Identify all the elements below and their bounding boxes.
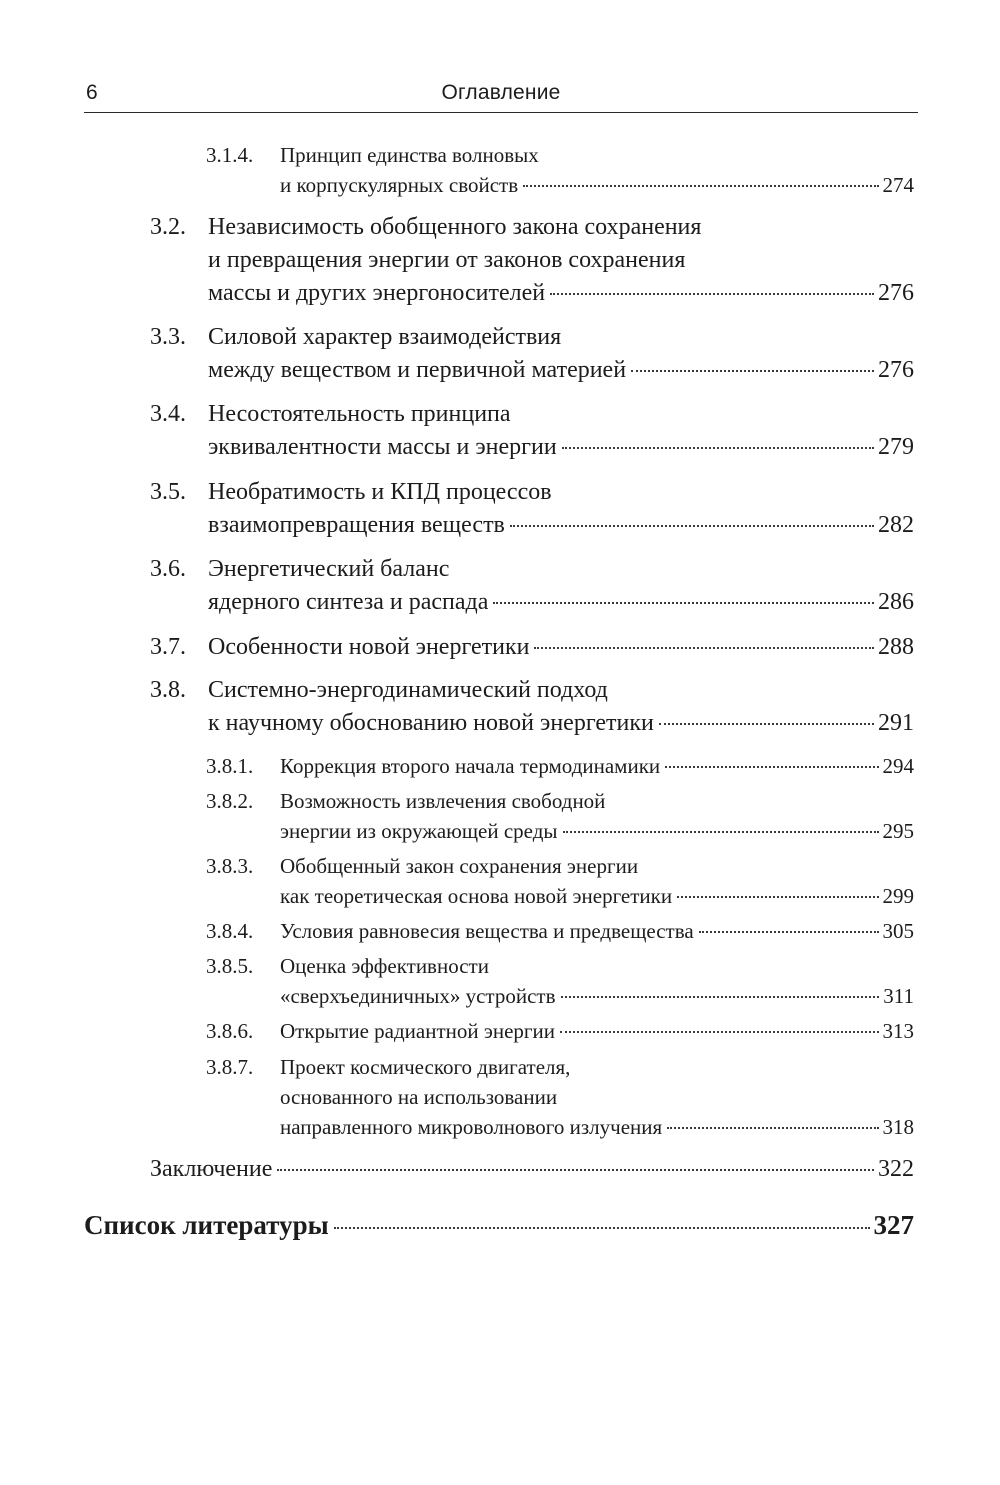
toc-entry-number: 3.8.4. <box>206 919 254 943</box>
dot-leader <box>659 723 874 725</box>
dot-leader <box>677 896 878 898</box>
toc-entry-number: 3.6. <box>150 556 186 582</box>
dot-leader <box>277 1169 874 1171</box>
dot-leader <box>510 525 874 527</box>
toc-entry-3-6[interactable] <box>150 553 914 619</box>
toc-entry-page: 313 <box>882 1019 914 1043</box>
toc-entry-title-line: массы и других энергоносителей <box>208 280 546 306</box>
toc-entry-3-8-7[interactable] <box>206 1052 914 1142</box>
toc-entry-number: 3.8.3. <box>206 854 254 878</box>
toc-entry-page: 282 <box>878 512 914 538</box>
dot-leader <box>631 370 874 372</box>
dot-leader <box>562 447 874 449</box>
toc-entry-page: 279 <box>878 434 914 460</box>
toc-entry-number: 3.8.2. <box>206 789 254 813</box>
toc-entry-page: 288 <box>878 634 914 660</box>
toc-entry-title-line: Необратимость и КПД процессов <box>208 479 552 505</box>
toc-entry-page: 299 <box>882 884 914 908</box>
toc-entry-page: 291 <box>878 710 914 736</box>
dot-leader <box>334 1227 870 1229</box>
toc-entry-number: 3.8.1. <box>206 754 254 778</box>
toc-entry-3-8[interactable] <box>150 674 914 740</box>
toc-entry-title-line: Несостоятельность принципа <box>208 401 511 427</box>
toc-entry-title-line: Список литературы <box>84 1210 329 1240</box>
toc-entry-title-line: Заключение <box>150 1156 273 1182</box>
toc-entry-bibliography[interactable] <box>84 1207 914 1243</box>
toc-entry-number: 3.1.4. <box>206 143 254 167</box>
toc-entry-number: 3.8. <box>150 677 186 703</box>
toc-entry-3-8-6[interactable] <box>206 1016 914 1046</box>
toc-entry-3-8-5[interactable] <box>206 951 914 1011</box>
toc-entry-title-line: Особенности новой энергетики <box>208 634 530 660</box>
toc-entry-page: 322 <box>878 1156 914 1182</box>
toc-entry-3-7[interactable] <box>150 631 914 664</box>
dot-leader <box>493 602 874 604</box>
toc-entry-title-line: Оценка эффективности <box>280 954 489 978</box>
toc-entry-page: 327 <box>873 1210 914 1240</box>
dot-leader <box>563 831 879 833</box>
dot-leader <box>561 996 880 998</box>
toc-entry-number: 3.8.5. <box>206 954 254 978</box>
page-number: 6 <box>86 81 98 104</box>
toc-entry-3-8-4[interactable] <box>206 916 914 946</box>
toc-entry-page: 274 <box>882 173 914 197</box>
toc-entry-title-line: Системно-энергодинамический подход <box>208 677 608 703</box>
toc-entry-page: 318 <box>882 1115 914 1139</box>
toc-entry-number: 3.2. <box>150 214 186 240</box>
dot-leader <box>699 931 879 933</box>
toc-entry-title-line: и превращения энергии от законов сохранения <box>208 247 686 273</box>
toc-entry-title-line: ядерного синтеза и распада <box>208 589 489 615</box>
toc-entry-page: 286 <box>878 589 914 615</box>
toc-entry-number: 3.8.6. <box>206 1019 254 1043</box>
toc-entry-title-line: энергии из окружающей среды <box>280 819 558 843</box>
toc-entry-number: 3.5. <box>150 479 186 505</box>
toc-entry-3-5[interactable] <box>150 476 914 542</box>
dot-leader <box>560 1031 878 1033</box>
toc-entry-title-line: Открытие радиантной энергии <box>280 1019 556 1043</box>
dot-leader <box>550 293 874 295</box>
toc-entry-title-line: направленного микроволнового излучения <box>280 1115 663 1139</box>
dot-leader <box>665 766 878 768</box>
toc-entry-page: 295 <box>882 819 914 843</box>
toc-entry-title-line: эквивалентности массы и энергии <box>208 434 557 460</box>
toc-entry-page: 276 <box>878 280 914 306</box>
toc-entry-title-line: между веществом и первичной материей <box>208 357 627 383</box>
toc-entry-title-line: «сверхъединичных» устройств <box>280 984 556 1008</box>
toc-entry-number: 3.8.7. <box>206 1055 254 1079</box>
toc-entry-title-line: как теоретическая основа новой энергетики <box>280 884 673 908</box>
page-header <box>84 78 918 113</box>
toc-entry-3-8-3[interactable] <box>206 851 914 911</box>
toc-entry-3-4[interactable] <box>150 398 914 464</box>
toc-entry-title-line: к научному обоснованию новой энергетики <box>208 710 654 736</box>
toc-entry-3-8-1[interactable] <box>206 751 914 781</box>
toc-entry-title-line: Силовой характер взаимодействия <box>208 324 562 350</box>
toc-entry-page: 311 <box>883 984 914 1008</box>
toc-entry-conclusion[interactable] <box>150 1153 914 1186</box>
toc-entry-page: 276 <box>878 357 914 383</box>
toc-entry-title-line: Возможность извлечения свободной <box>280 789 606 813</box>
toc-entry-3-1-4[interactable] <box>206 140 914 200</box>
toc-entry-number: 3.3. <box>150 324 186 350</box>
dot-leader <box>523 185 878 187</box>
toc-entry-number: 3.7. <box>150 634 186 660</box>
toc-entry-title-line: Независимость обобщенного закона сохранения <box>208 214 702 240</box>
toc-entry-title-line: Проект космического двигателя, <box>280 1055 571 1079</box>
toc-entry-title-line: Энергетический баланс <box>208 556 450 582</box>
toc-entry-3-8-2[interactable] <box>206 786 914 846</box>
toc-entry-title-line: взаимопревращения веществ <box>208 512 505 538</box>
toc-entry-3-2[interactable] <box>150 211 914 310</box>
toc-entry-3-3[interactable] <box>150 321 914 387</box>
toc-entry-title-line: Принцип единства волновых <box>280 143 539 167</box>
toc-entry-title-line: Обобщенный закон сохранения энергии <box>280 854 639 878</box>
toc-entry-title-line: Коррекция второго начала термодинамики <box>280 754 661 778</box>
toc-entry-number: 3.4. <box>150 401 186 427</box>
toc-entry-page: 305 <box>882 919 914 943</box>
toc-entry-page: 294 <box>882 754 914 778</box>
page-title: Оглавление <box>441 81 561 104</box>
dot-leader <box>534 647 874 649</box>
toc-entry-title-line: основанного на использовании <box>280 1085 558 1109</box>
toc-entry-title-line: и корпускулярных свойств <box>280 173 519 197</box>
toc-entry-title-line: Условия равновесия вещества и предвещества <box>280 919 694 943</box>
dot-leader <box>667 1127 878 1129</box>
